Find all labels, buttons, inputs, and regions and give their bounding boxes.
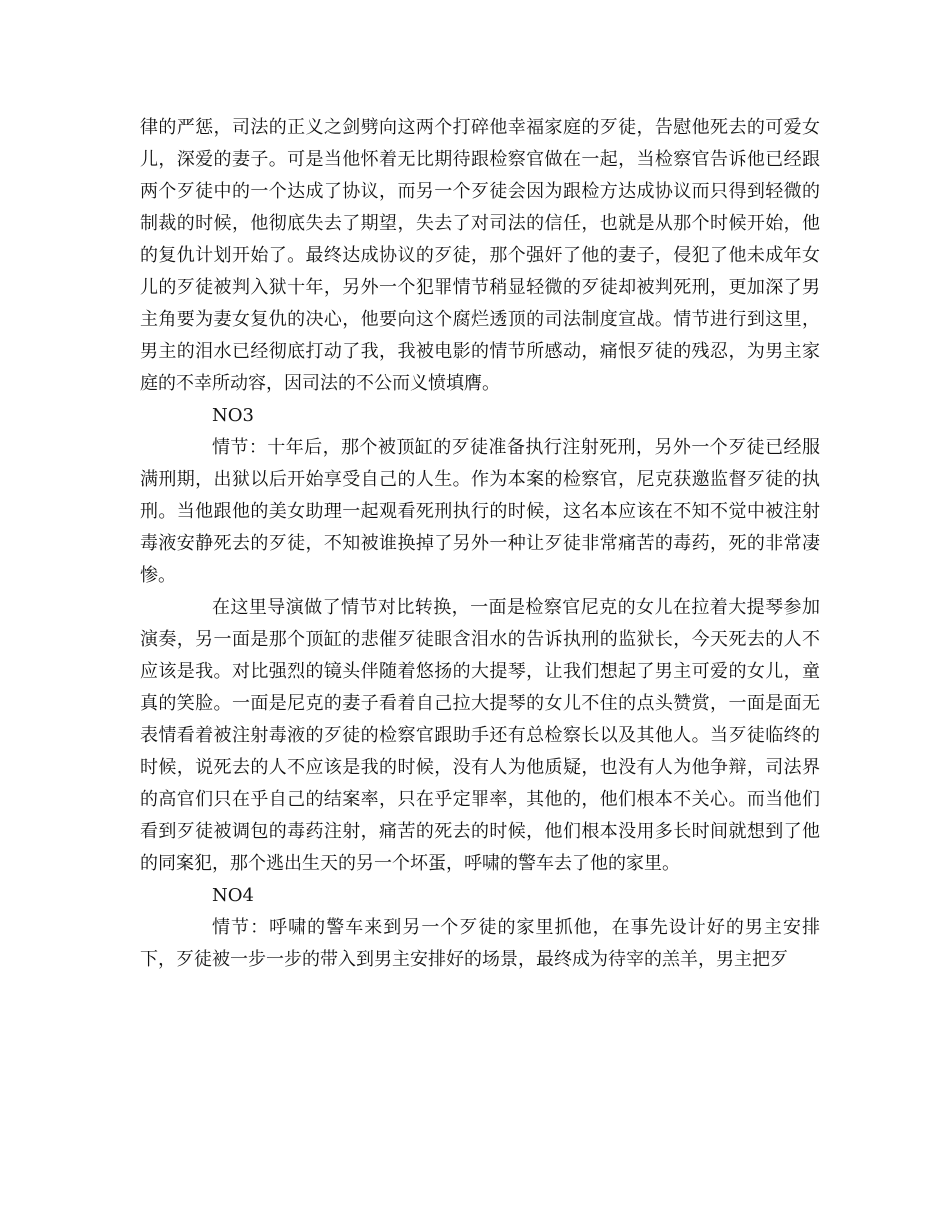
section-heading-no3: NO3 <box>212 405 254 426</box>
paragraph-2: 情节：十年后，那个被顶缸的歹徒准备执行注射死刑，另外一个歹徒已经服满刑期，出狱以后开始享受自己的人生。作为本案的检察官，尼克获邀监督歹徒的执刑。当他跟他的美女助理一起观看死刑执行的时候，这名本应该在不知不觉中被注射毒液安静死去的歹徒，不知被谁换掉了另外一种让歹徒非常痛苦的毒药，死的非常凄惨。 <box>140 437 820 586</box>
paragraph-1: 律的严惩，司法的正义之剑劈向这两个打碎他幸福家庭的歹徒，告慰他死去的可爱女儿，深爱的妻子。可是当他怀着无比期待跟检察官做在一起，当检察官告诉他已经跟两个歹徒中的一个达成了协议，而另一个歹徒会因为跟检方达成协议而只得到轻微的制裁的时候，他彻底失去了期望，失去了对司法的信任，也就是从那个时候开始，他的复仇计划开始了。最终达成协议的歹徒，那个强奸了他的妻子，侵犯了他未成年女儿的歹徒被判入狱十年，另外一个犯罪情节稍显轻微的歹徒却被判死刑，更加深了男主角要为妻女复仇的决心，他要向这个腐烂透顶的司法制度宣战。情节进行到这里，男主的泪水已经彻底打动了我，我被电影的情节所感动，痛恨歹徒的残忍，为男主家庭的不幸所动容，因司法的不公而义愤填膺。 <box>140 117 820 394</box>
document-body <box>140 112 820 976</box>
section-heading-no4: NO4 <box>212 885 254 906</box>
paragraph-4: 情节：呼啸的警车来到另一个歹徒的家里抓他，在事先设计好的男主安排下，歹徒被一步一步的带入到男主安排好的场景，最终成为待宰的羔羊，男主把歹 <box>140 917 820 970</box>
paragraph-3: 在这里导演做了情节对比转换，一面是检察官尼克的女儿在拉着大提琴参加演奏，另一面是那个顶缸的悲催歹徒眼含泪水的告诉执刑的监狱长，今天死去的人不应该是我。对比强烈的镜头伴随着悠扬的大提琴，让我们想起了男主可爱的女儿，童真的笑脸。一面是尼克的妻子看着自己拉大提琴的女儿不住的点头赞赏，一面是面无表情看着被注射毒液的歹徒的检察官跟助手还有总检察长以及其他人。当歹徒临终的时候，说死去的人不应该是我的时候，没有人为他质疑，也没有人为他争辩，司法界的高官们只在乎自己的结案率，只在乎定罪率，其他的，他们根本不关心。而当他们看到歹徒被调包的毒药注射，痛苦的死去的时候，他们根本没用多长时间就想到了他的同案犯，那个逃出生天的另一个坏蛋，呼啸的警车去了他的家里。 <box>140 597 820 874</box>
